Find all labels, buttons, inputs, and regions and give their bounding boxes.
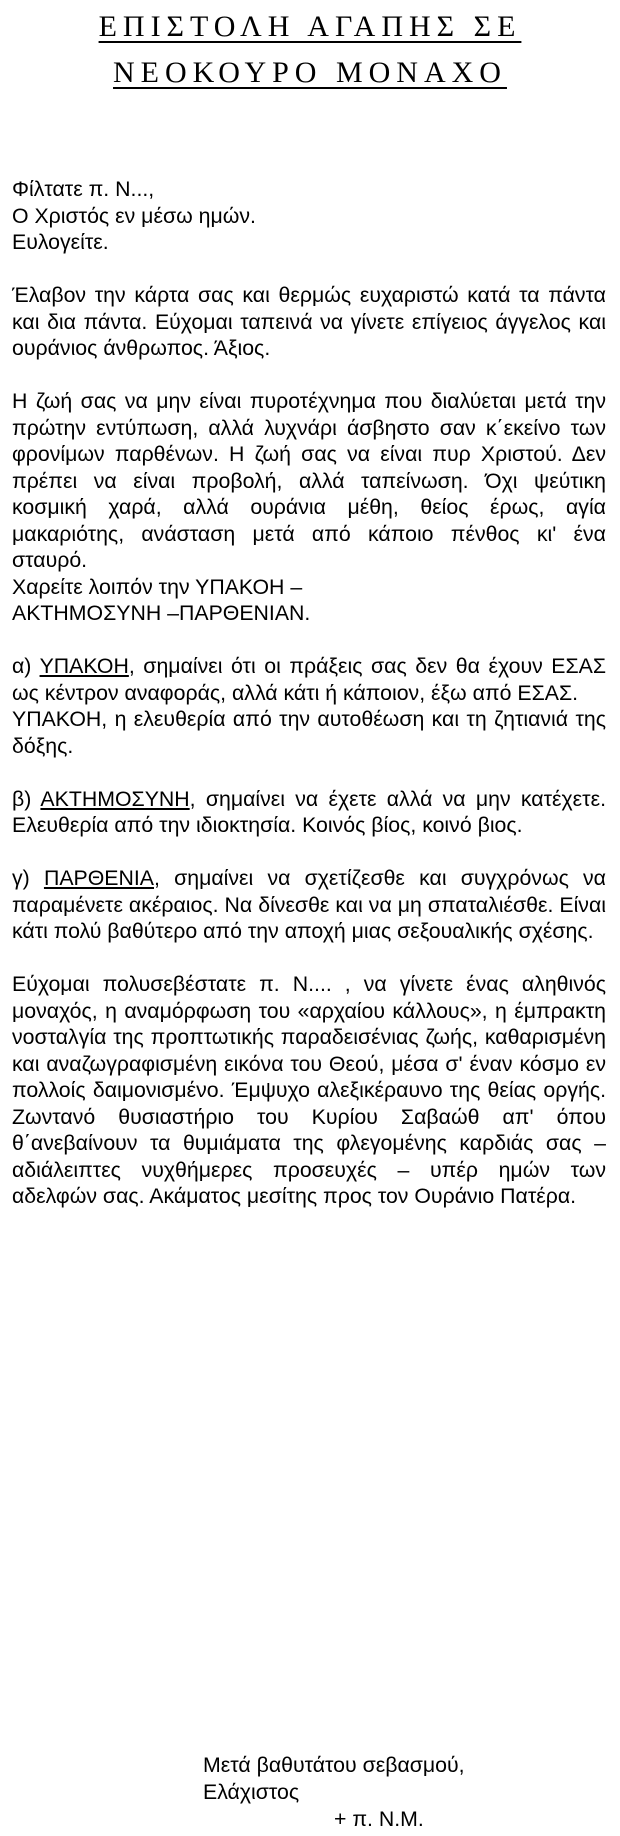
letter-title-line-2: ΝΕΟΚΟΥΡΟ ΜΟΝΑΧΟ xyxy=(113,56,507,89)
section-poverty-prefix: β) xyxy=(12,786,41,811)
section-poverty-term: ΑΚΤΗΜΟΣΥΝΗ xyxy=(40,786,190,811)
paragraph-final-wish: Εύχομαι πολυσεβέστατε π. Ν.... , να γίνετε ένας αληθινός μοναχός, η αναμόρφωση του «αρχαίου κάλλους», η έμπρακτη νοσταλγία της προπτωτικής παραδεισένιας ζωής, καθαρισμένη και αναζωγραφισμένη εικόνα του Θεού, μέσα σ' έναν κόσμο εν πολλοίς δαιμονισμένο. Έμψυχο αλεξικέραυνο της θείας οργής. Ζωντανό θυσιαστήριο του Κυρίου Σαβαώθ απ' όπου θ΄ανεβαίνουν τα θυμιάματα της φλεγομένης καρδιάς σας – αδιάλειπτες νυχθήμερες προσευχές – υπέρ ημών των αδελφών σας. Ακάματος μεσίτης προς τον Ουράνιο Πατέρα. xyxy=(12,972,606,1208)
signature-initials: + π. Ν.Μ. xyxy=(334,1807,424,1831)
section-obedience xyxy=(12,653,606,759)
section-obedience-text-2: ΥΠΑΚΟΗ, η ελευθερία από την αυτοθέωση και τη ζητιανιά της δόξης. xyxy=(12,707,606,758)
paragraph-life-rejoice-end: ΑΚΤΗΜΟΣΥΝΗ –ΠΑΡΘΕΝΙΑΝ. xyxy=(12,601,311,625)
section-obedience-prefix: α) xyxy=(12,654,40,678)
greeting-salutation: Φίλτατε π. Ν..., xyxy=(12,177,155,201)
section-chastity-term: ΠΑΡΘΕΝΙΑ xyxy=(43,866,154,890)
section-chastity-text: , σημαίνει να σχετίζεσθε και συγχρόνως να παραμένετε ακέραιος. Να δίνεσθε και να μη σπαταλιέσθε. Είναι κάτι πολύ βαθύτερο από την αποχή μιας σεξουαλικής σχέσης. xyxy=(12,866,606,943)
section-obedience-term: ΥΠΑΚΟΗ xyxy=(39,654,129,678)
greeting-closing: Ευλογείτε. xyxy=(12,230,109,254)
paragraph-life xyxy=(12,388,606,627)
letter-body xyxy=(12,176,606,1210)
section-chastity xyxy=(12,865,606,945)
paragraph-life-text: Η ζωή σας να μην είναι πυροτέχνημα που διαλύεται μετά την πρώτην εντύπωση, αλλά λυχνάρι άσβηστο σαν κ΄εκείνο των φρονίμων παρθένων. Η ζωή σας να είναι πυρ Χριστού. Δεν πρέπει να είναι προβολή, αλλά ταπείνωση. Όχι ψεύτικη κοσμική χαρά, αλλά ουράνια μέθη, θείος έρως, αγία μακαριότης, ανάσταση μετά από κάποιο πένθος κι' ένα σταυρό. xyxy=(12,389,606,572)
paragraph-card-thanks: Έλαβον την κάρτα σας και θερμώς ευχαριστώ κατά τα πάντα και δια πάντα. Εύχομαι ταπεινά να γίνετε επίγειος άγγελος και ουράνιος άνθρωπος. Άξιος. xyxy=(12,283,606,360)
section-poverty-text: , σημαίνει να έχετε αλλά να μην κατέχετε. Ελευθερία από την ιδιοκτησία. Κοινός βίος, κοινό βιος. xyxy=(12,786,606,837)
signature-block xyxy=(203,1752,465,1833)
section-obedience-text: , σημαίνει ότι οι πράξεις σας δεν θα έχουν ΕΣΑΣ ως κέντρον αναφοράς, αλλά κάτι ή κάποιον, έξω από ΕΣΑΣ. xyxy=(12,654,607,705)
greeting-blessing: Ο Χριστός εν μέσω ημών. xyxy=(12,203,256,228)
signature-name: Ελάχιστος xyxy=(203,1780,300,1804)
signature-closing: Μετά βαθυτάτου σεβασμού, xyxy=(203,1753,465,1777)
section-poverty xyxy=(12,786,606,839)
letter-title-line-1: ΕΠΙΣΤΟΛΗ ΑΓΑΠΗΣ ΣΕ xyxy=(98,10,522,43)
greeting xyxy=(12,176,606,256)
section-chastity-prefix: γ) xyxy=(12,866,44,890)
paragraph-life-rejoice: Χαρείτε λοιπόν την ΥΠΑΚΟΗ – xyxy=(12,574,303,599)
